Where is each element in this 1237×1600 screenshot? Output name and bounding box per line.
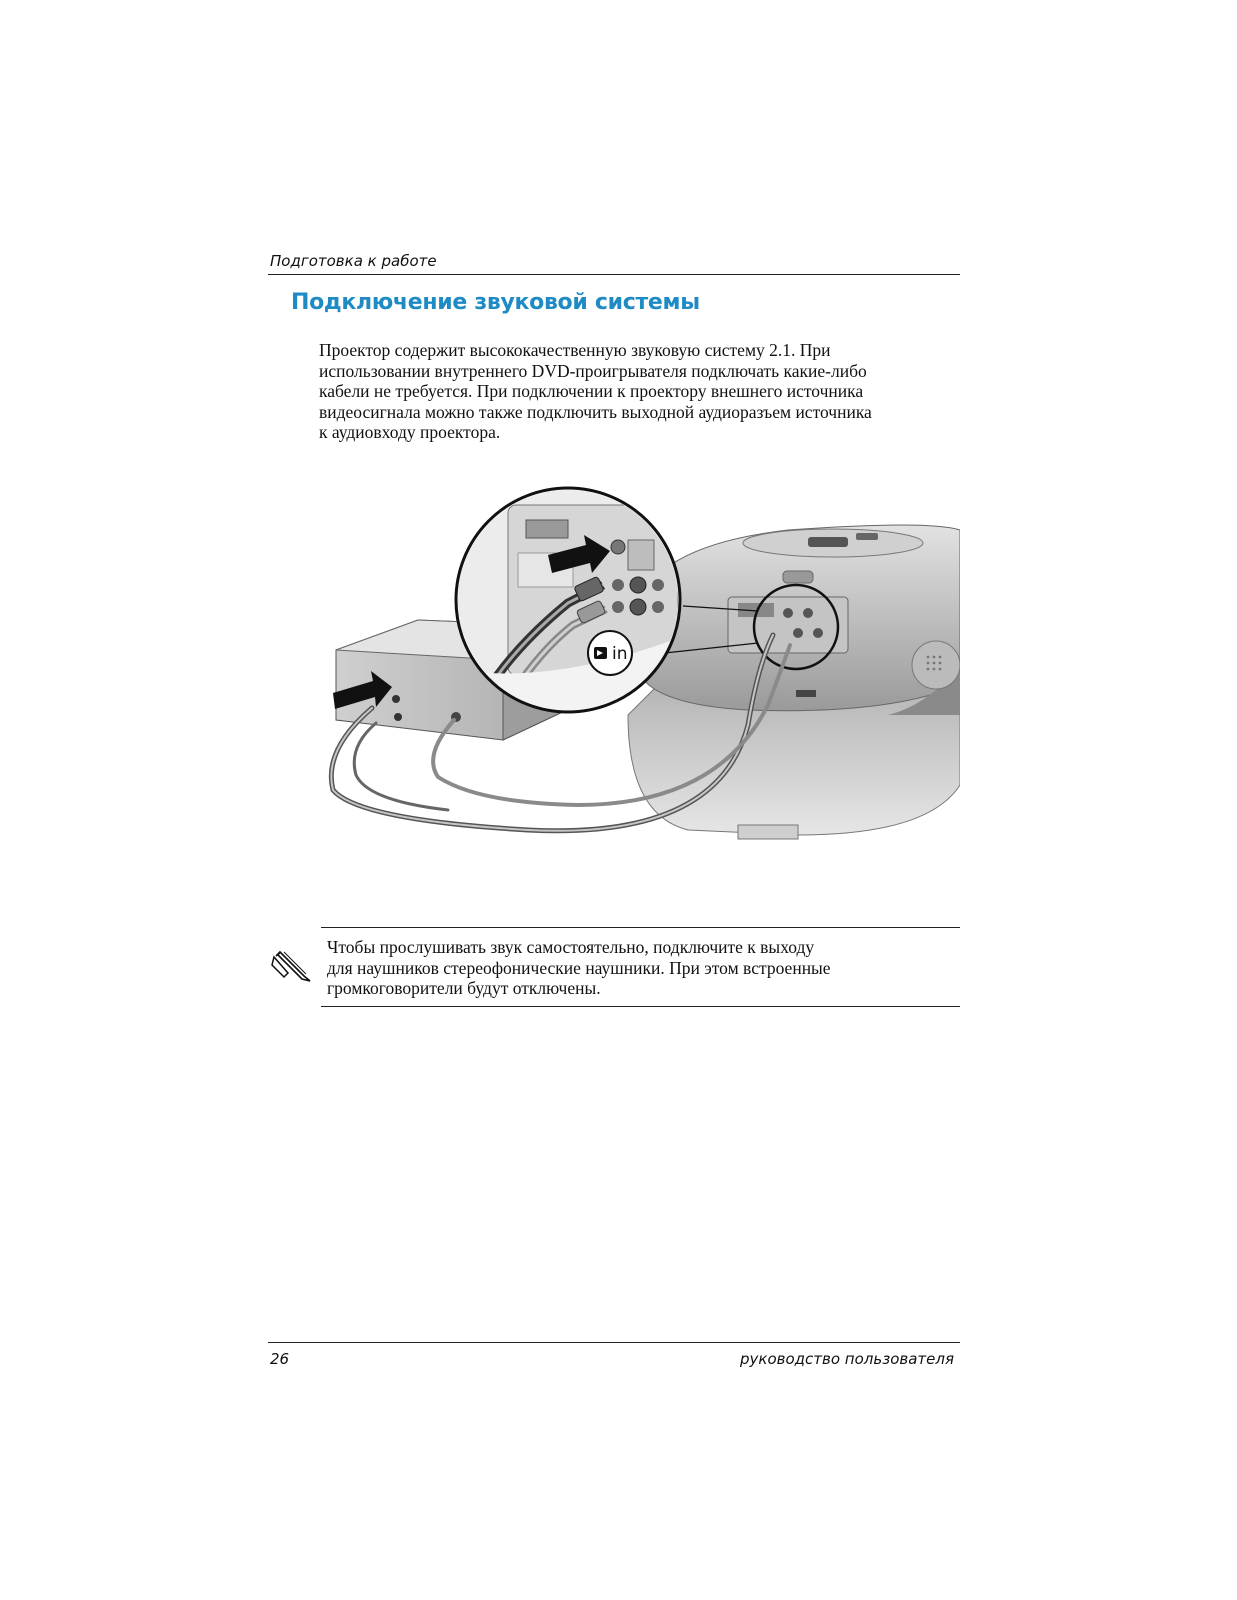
running-head: Подготовка к работе bbox=[270, 252, 437, 270]
page-number: 26 bbox=[270, 1350, 290, 1368]
section-title: Подключение звуковой системы bbox=[291, 290, 700, 315]
section-body: Проектор содержит высококачественную звуковую систему 2.1. При использовании внутреннего DVD-проигрывателя подключать какие-либо кабели не требуется. При подключении к проектору внешнего источника видеосигнала можно также подключить выходной аудиоразъем источника к аудиовходу проектора. bbox=[319, 340, 872, 442]
projector-body bbox=[638, 525, 960, 715]
footer-rule bbox=[268, 1342, 960, 1343]
note-rule-top bbox=[321, 927, 960, 928]
note-text: Чтобы прослушивать звук самостоятельно, подключите к выходу для наушников стереофонические наушники. При этом встроенные громкоговорители будут отключены. bbox=[327, 937, 831, 998]
note-rule-bottom bbox=[321, 1006, 960, 1007]
audio-in-label: in bbox=[612, 644, 628, 664]
pencil-note-icon bbox=[270, 943, 314, 983]
footer-title: руководство пользователя bbox=[740, 1350, 954, 1368]
audio-connection-illustration bbox=[328, 485, 960, 870]
header-rule bbox=[268, 274, 960, 275]
